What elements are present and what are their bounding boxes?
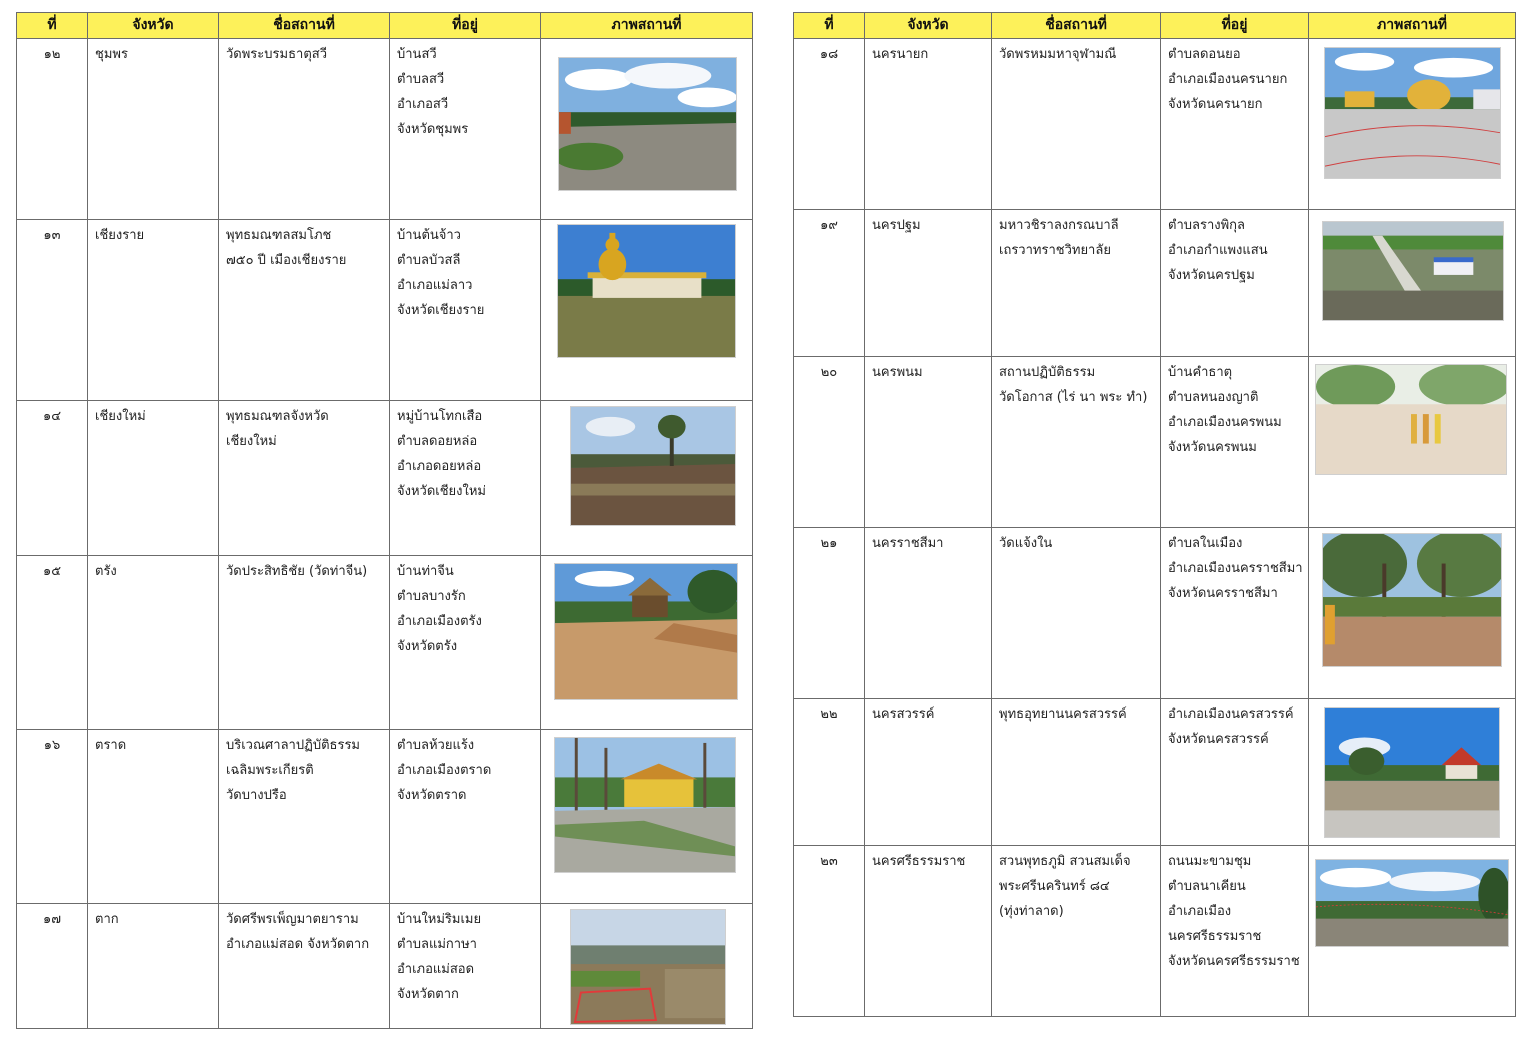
row-photo-cell	[1309, 39, 1516, 210]
row-number: ๒๐	[794, 357, 865, 528]
table-row	[794, 357, 1516, 528]
table-row	[17, 220, 753, 401]
site-table-left	[16, 12, 753, 1029]
dirt-ground-photo	[554, 563, 738, 700]
row-province: ชุมพร	[88, 39, 219, 220]
row-photo-cell	[1309, 528, 1516, 699]
header-address: ที่อยู่	[390, 13, 541, 39]
row-site-name: พุทธมณฑลสมโภช ๗๕๐ ปี เมืองเชียงราย	[219, 220, 390, 401]
row-number: ๒๑	[794, 528, 865, 699]
row-province: ตราด	[88, 730, 219, 904]
header-province: จังหวัด	[865, 13, 992, 39]
row-photo-cell	[1309, 357, 1516, 528]
table-row	[17, 556, 753, 730]
header-province: จังหวัด	[88, 13, 219, 39]
row-address: ถนนมะขามชุม ตำบลนาเคียน อำเภอเมือง นครศรีธรรมราช จังหวัดนครศรีธรรมราช	[1161, 846, 1309, 1017]
row-photo-cell	[541, 730, 753, 904]
row-province: นครศรีธรรมราช	[865, 846, 992, 1017]
row-site-name: พุทธมณฑลจังหวัด เชียงใหม่	[219, 401, 390, 556]
header-no: ที่	[17, 13, 88, 39]
table-row	[794, 846, 1516, 1017]
row-number: ๑๘	[794, 39, 865, 210]
row-province: เชียงราย	[88, 220, 219, 401]
row-province: ตรัง	[88, 556, 219, 730]
row-number: ๑๗	[17, 904, 88, 1029]
table-header-row	[794, 13, 1516, 39]
row-photo-cell	[1309, 699, 1516, 846]
dry-field-photo	[570, 406, 736, 526]
table-row	[17, 730, 753, 904]
table-header-row	[17, 13, 753, 39]
row-site-name: วัดแจ้งใน	[992, 528, 1161, 699]
row-site-name: วัดประสิทธิชัย (วัดท่าจีน)	[219, 556, 390, 730]
row-photo-cell	[1309, 210, 1516, 357]
table-row	[17, 401, 753, 556]
row-address: หมู่บ้านโทกเสือ ตำบลดอยหล่อ อำเภอดอยหล่อ จังหวัดเชียงใหม่	[390, 401, 541, 556]
row-address: บ้านคำธาตุ ตำบลหนองญาติ อำเภอเมืองนครพนม จังหวัดนครพนม	[1161, 357, 1309, 528]
header-photo: ภาพสถานที่	[541, 13, 753, 39]
row-number: ๑๕	[17, 556, 88, 730]
row-province: เชียงใหม่	[88, 401, 219, 556]
header-site-name: ชื่อสถานที่	[219, 13, 390, 39]
table-row	[17, 904, 753, 1029]
row-number: ๑๓	[17, 220, 88, 401]
row-number: ๑๖	[17, 730, 88, 904]
row-address: บ้านต้นจ้าว ตำบลบัวสลี อำเภอแม่ลาว จังหวัดเชียงราย	[390, 220, 541, 401]
row-province: นครสวรรค์	[865, 699, 992, 846]
row-address: ตำบลรางพิกุล อำเภอกำแพงแสน จังหวัดนครปฐม	[1161, 210, 1309, 357]
monks-field-photo	[1315, 364, 1507, 475]
row-number: ๑๒	[17, 39, 88, 220]
open-ground-photo	[558, 57, 737, 191]
site-table-right	[793, 12, 1516, 1017]
row-site-name: พุทธอุทยานนครสวรรค์	[992, 699, 1161, 846]
row-site-name: สวนพุทธภูมิ สวนสมเด็จ พระศรีนครินทร์ ๘๔ (ทุ่งท่าลาด)	[992, 846, 1161, 1017]
row-site-name: มหาวชิราลงกรณบาลี เถรวาทราชวิทยาลัย	[992, 210, 1161, 357]
row-photo-cell	[541, 904, 753, 1029]
temple-plaza-photo	[1324, 47, 1501, 179]
row-site-name: วัดศรีพรเพ็ญมาตยาราม อำเภอแม่สอด จังหวัดตาก	[219, 904, 390, 1029]
row-number: ๑๔	[17, 401, 88, 556]
header-site-name: ชื่อสถานที่	[992, 13, 1161, 39]
row-address: อำเภอเมืองนครสวรรค์ จังหวัดนครสวรรค์	[1161, 699, 1309, 846]
row-address: บ้านใหม่ริมเมย ตำบลแม่กาษา อำเภอแม่สอด จังหวัดตาก	[390, 904, 541, 1029]
row-address: บ้านสวี ตำบลสวี อำเภอสวี จังหวัดชุมพร	[390, 39, 541, 220]
panorama-field-photo	[1315, 859, 1509, 947]
table-row	[794, 528, 1516, 699]
row-address: ตำบลดอนยอ อำเภอเมืองนครนายก จังหวัดนครนายก	[1161, 39, 1309, 210]
row-photo-cell	[541, 556, 753, 730]
row-province: นครนายก	[865, 39, 992, 210]
table-row	[17, 39, 753, 220]
row-number: ๒๒	[794, 699, 865, 846]
row-photo-cell	[541, 220, 753, 401]
wooded-ground-photo	[1322, 533, 1502, 667]
table-row	[794, 39, 1516, 210]
row-address: ตำบลห้วยแร้ง อำเภอเมืองตราด จังหวัดตราด	[390, 730, 541, 904]
row-site-name: วัดพระบรมธาตุสวี	[219, 39, 390, 220]
aerial-road-photo	[1322, 221, 1504, 321]
row-province: ตาก	[88, 904, 219, 1029]
row-photo-cell	[1309, 846, 1516, 1017]
header-address: ที่อยู่	[1161, 13, 1309, 39]
row-province: นครพนม	[865, 357, 992, 528]
row-number: ๑๙	[794, 210, 865, 357]
row-site-name: บริเวณศาลาปฏิบัติธรรม เฉลิมพระเกียรติ วัดบางปรือ	[219, 730, 390, 904]
header-photo: ภาพสถานที่	[1309, 13, 1516, 39]
row-photo-cell	[541, 401, 753, 556]
aerial-field-photo	[570, 909, 726, 1025]
row-address: ตำบลในเมือง อำเภอเมืองนครราชสีมา จังหวัดนครราชสีมา	[1161, 528, 1309, 699]
row-site-name: วัดพรหมมหาจุฬามณี	[992, 39, 1161, 210]
row-photo-cell	[541, 39, 753, 220]
row-province: นครราชสีมา	[865, 528, 992, 699]
header-no: ที่	[794, 13, 865, 39]
pavilion-field-photo	[1324, 707, 1500, 838]
temple-courtyard-photo	[554, 737, 736, 873]
row-number: ๒๓	[794, 846, 865, 1017]
table-row	[794, 210, 1516, 357]
golden-buddha-photo	[557, 224, 736, 358]
row-province: นครปฐม	[865, 210, 992, 357]
row-address: บ้านท่าจีน ตำบลบางรัก อำเภอเมืองตรัง จังหวัดตรัง	[390, 556, 541, 730]
table-row	[794, 699, 1516, 846]
row-site-name: สถานปฏิบัติธรรม วัดโอกาส (ไร่ นา พระ ทำ)	[992, 357, 1161, 528]
